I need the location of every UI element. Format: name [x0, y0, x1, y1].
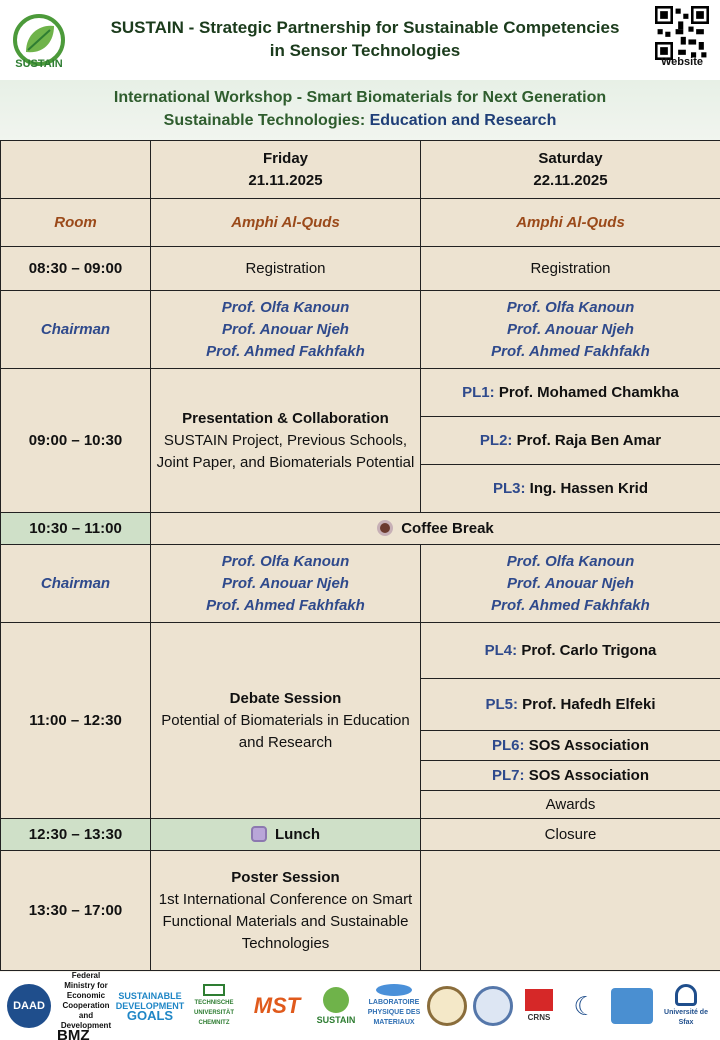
sponsor-footer [0, 972, 720, 1040]
tu-chemnitz-logo [185, 984, 243, 1028]
qr-code-icon[interactable] [655, 6, 709, 60]
session-title: Debate Session [229, 689, 342, 707]
sdg-caption: SUSTAINABLE DEVELOPMENT [115, 991, 185, 1011]
session-description: SUSTAIN Project, Previous Schools, Joint Paper, and Biomaterials Potential [156, 431, 415, 471]
empty-cell [421, 851, 720, 971]
chair-name: Prof. Ahmed Fakhfakh [206, 342, 365, 360]
room-friday: Amphi Al-Quds [151, 199, 421, 247]
time-slot: 10:30 – 11:00 [1, 513, 151, 545]
session-title: Poster Session [231, 868, 340, 886]
bmz-label: BMZ [57, 1027, 90, 1040]
talk-pl6 [421, 731, 720, 761]
talk-pl4 [421, 623, 720, 679]
logo-text: SUSTAIN [15, 58, 63, 70]
table-row [1, 819, 720, 851]
session2-friday [151, 623, 421, 819]
talk-code: PL3: [492, 479, 526, 497]
crns-logo [519, 984, 559, 1028]
chair-name: Prof. Anouar Njeh [222, 320, 349, 338]
title-line-1: SUSTAIN - Strategic Partnership for Sustainable Competencies [110, 18, 620, 37]
talk-pl2 [421, 417, 720, 465]
talk-code: PL6: [492, 736, 525, 754]
talk-speaker: Prof. Carlo Trigona [521, 641, 657, 659]
table-row [1, 623, 720, 679]
talk-speaker: Ing. Hassen Krid [529, 479, 649, 497]
closure: Closure [421, 819, 720, 851]
red-crescent-icon: ☾ [573, 991, 597, 1021]
coffee-break [151, 513, 720, 545]
time-slot: 08:30 – 09:00 [1, 247, 151, 291]
talk-speaker: SOS Association [528, 736, 649, 754]
time-slot: 13:30 – 17:00 [1, 851, 151, 971]
lunch-label: Lunch [275, 825, 320, 843]
talk-code: PL1: [462, 383, 495, 401]
chair-name: Prof. Olfa Kanoun [506, 552, 635, 570]
day-date: 22.11.2025 [533, 171, 608, 189]
chair-name: Prof. Olfa Kanoun [221, 298, 350, 316]
daad-logo: DAAD [7, 984, 51, 1028]
table-row [1, 141, 720, 199]
workshop-title-plain: Sustainable Technologies: [163, 112, 370, 129]
chair-name: Prof. Anouar Njeh [222, 574, 349, 592]
chair-name: Prof. Olfa Kanoun [221, 552, 350, 570]
day-date: 21.11.2025 [248, 171, 323, 189]
lpm-label: LABORATOIRE PHYSIQUE DES MATERIAUX [367, 999, 421, 1026]
sustain-label: SUSTAIN [316, 1015, 356, 1025]
lpm-logo [367, 984, 421, 1028]
session-title: Presentation & Collaboration [182, 409, 389, 427]
time-slot: 11:00 – 12:30 [1, 623, 151, 819]
registration-saturday: Registration [421, 247, 720, 291]
chairs-friday [151, 291, 421, 369]
table-row [1, 247, 720, 291]
awards: Awards [421, 791, 720, 819]
talk-speaker: Prof. Hafedh Elfeki [522, 695, 656, 713]
session-description: 1st International Conference on Smart Functional Materials and Sustainable Technologies [158, 890, 413, 952]
talk-speaker: Prof. Raja Ben Amar [516, 431, 662, 449]
day-header-friday [151, 141, 421, 199]
table-row [1, 513, 720, 545]
chair-name: Prof. Ahmed Fakhfakh [206, 596, 365, 614]
day-name: Saturday [538, 149, 603, 167]
chairs-saturday [421, 291, 720, 369]
day-name: Friday [262, 149, 308, 167]
header [0, 0, 720, 80]
chair-name: Prof. Ahmed Fakhfakh [491, 596, 650, 614]
lunch [151, 819, 421, 851]
sfax-label: Université de Sfax [664, 1009, 708, 1026]
bmz-logo [57, 971, 115, 1040]
chair-name: Prof. Olfa Kanoun [506, 298, 635, 316]
table-row [1, 851, 720, 971]
lunch-icon [251, 826, 267, 842]
tu-label: TECHNISCHE UNIVERSITÄT CHEMNITZ [193, 1000, 234, 1026]
session1-friday [151, 369, 421, 513]
emblem-icon [473, 986, 513, 1026]
registration-friday: Registration [151, 247, 421, 291]
workshop-title-highlight: Education and Research [369, 112, 557, 129]
talk-speaker: SOS Association [528, 766, 649, 784]
chair-name: Prof. Anouar Njeh [507, 574, 634, 592]
sdg-label: GOALS [126, 1008, 174, 1023]
qr-label: Website [661, 56, 703, 68]
poster-session [151, 851, 421, 971]
table-row [1, 545, 720, 623]
workshop-title-line-2 [0, 109, 720, 132]
chair-name: Prof. Anouar Njeh [507, 320, 634, 338]
emblem-icon [427, 986, 467, 1026]
corner-cell [1, 141, 151, 199]
sdg-logo [115, 984, 185, 1028]
day-header-saturday [421, 141, 720, 199]
room-label: Room [1, 199, 151, 247]
talk-pl7 [421, 761, 720, 791]
schedule-table [0, 140, 720, 971]
sfax-university-logo [659, 984, 713, 1028]
talk-pl1 [421, 369, 720, 417]
talk-speaker: Prof. Mohamed Chamkha [498, 383, 679, 401]
coffee-label: Coffee Break [401, 519, 494, 537]
talk-code: PL4: [484, 641, 518, 659]
workshop-title-line-1: International Workshop - Smart Biomaterials for Next Generation [113, 89, 607, 106]
workshop-title [0, 80, 720, 140]
table-row [1, 291, 720, 369]
talk-pl5 [421, 679, 720, 731]
session-description: Potential of Biomaterials in Education and Research [161, 711, 410, 751]
talk-code: PL5: [485, 695, 518, 713]
talk-pl3 [421, 465, 720, 513]
family-icon [611, 988, 653, 1024]
coffee-icon [377, 520, 393, 536]
room-saturday: Amphi Al-Quds [421, 199, 720, 247]
table-row [1, 369, 720, 417]
time-slot: 12:30 – 13:30 [1, 819, 151, 851]
chairs-saturday [421, 545, 720, 623]
talk-code: PL2: [479, 431, 513, 449]
sustain-footer-logo [311, 984, 361, 1028]
chairman-label: Chairman [1, 291, 151, 369]
crns-label: CRNS [527, 1013, 551, 1022]
mst-logo: MST [253, 993, 301, 1018]
chair-name: Prof. Ahmed Fakhfakh [491, 342, 650, 360]
table-row [1, 199, 720, 247]
page-title [80, 16, 650, 62]
chairman-label: Chairman [1, 545, 151, 623]
talk-code: PL7: [492, 766, 525, 784]
chairs-friday [151, 545, 421, 623]
bmz-caption: Federal Ministry for Economic Cooperation and Development [60, 971, 112, 1030]
title-line-2: in Sensor Technologies [269, 41, 461, 60]
time-slot: 09:00 – 10:30 [1, 369, 151, 513]
